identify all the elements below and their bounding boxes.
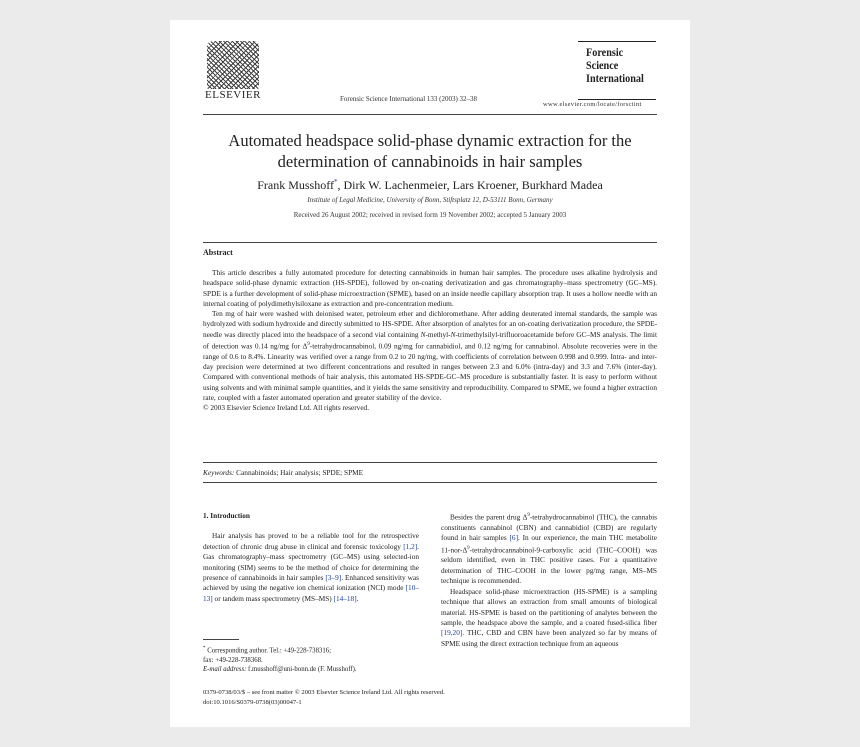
- citation-link[interactable]: [10–13]: [203, 583, 419, 603]
- footnote-rule: [203, 639, 239, 640]
- journal-citation: Forensic Science International 133 (2003) 32–38: [340, 95, 478, 103]
- abstract-paragraph: Ten mg of hair were washed with deionised water, petroleum ether and dichloromethane. After adding deuterated internal standards, the sample was hydrolyzed with sodium hydroxide and directly submitted to HS-SPDE. After absorption of analytes for an on-coating derivatization procedure, the SPDE-needle was directly placed into the headspace of a second vial containing N-methyl-N-trimethylsilyl-trifluoroacetamide before GC–MS analysis. The limit of detection was 0.14 ng/mg for $\Delta^9$-tetrahydrocannabinol, 0.09 ng/mg for cannabidiol, and 0.12 ng/mg for cannabinol. Absolute recoveries were in the range of 0.6 to 8.4%. Linearity was verified over a range from 0.2 to 20 ng/mg, with coefficients of correlation between 0.998 and 0.999. Intra- and inter-day precision were determined at two different concentrations and resulted in ranges between 2.3 and 6.0% (intra-day) and 3.3 and 7.6% (inter-day). Compared with conventional methods of hair analysis, this automated HS-SPDE-GC–MS procedure is substantially faster. It is easy to perform without using solvents and with minimal sample quantities, and it yields the same sensitivity and reproducibility. Compared to SPME, we found a higher extraction rate, coupled with a faster automated operation and greater stability of the device.: [203, 309, 658, 402]
- article-dates: Received 26 August 2002; received in revised form 19 November 2002; accepted 5 January 2003: [293, 211, 567, 219]
- left-column: [203, 511, 419, 604]
- abstract-heading: Abstract: [203, 248, 233, 257]
- abstract-top-rule: [203, 242, 657, 243]
- doi[interactable]: doi:10.1016/S0379-0738(03)00047-1: [203, 699, 302, 706]
- email-link[interactable]: f.musshoff@uni-bonn.de (F. Musshoff).: [246, 666, 357, 674]
- article-authors: Frank Musshoff*, Dirk W. Lachenmeier, Lars Kroener, Burkhard Madea: [257, 178, 603, 192]
- affiliation: Institute of Legal Medicine, University of Bonn, Stiftsplatz 12, D-53111 Bonn, Germany: [307, 196, 553, 204]
- elsevier-logo: [203, 41, 263, 101]
- body-paragraph: Besides the parent drug $\Delta^9$-tetrahydrocannabinol (THC), the cannabis constituents cannabinol (CBN) and cannabidiol (CBD) are regularly found in hair samples [6]. In our experience, the main THC metabolite $11-nor-\Delta^9-tetrahydrocannabinol-9$-carboxylic acid (THC–COOH) was seldom identified, even in THC positive cases. For a quantitative determination of THC–COOH in the lower pg/mg range, MS–MS technique is recommended.: [441, 512, 658, 586]
- journal-url[interactable]: www.elsevier.com/locate/forsciint: [543, 101, 642, 108]
- front-matter-info: 0379-0738/03/$ – see front matter © 2003 Elsevier Science Ireland Ltd. All rights reserved. doi:10.1016/S0379-0738(03)00047-1: [203, 688, 663, 708]
- paper-page: [170, 20, 690, 727]
- body-paragraph: Hair analysis has proved to be a reliable tool for the retrospective detection of chronic drug abuse in clinical and forensic toxicology [1,2]. Gas chromatography–mass spectrometry (GC–MS) using selected-ion monitoring (SIM) seems to be the method of choice for determining the presence of cannabinoids in hair samples [3–9]. Enhanced sensitivity was achieved by using the negative ion chemical ionization (NCI) mode [10–13] or tandem mass spectrometry (MS–MS) [14–18].: [203, 531, 419, 603]
- abstract-paragraph: This article describes a fully automated procedure for detecting cannabinoids in human hair samples. The procedure uses alkaline hydrolysis and headspace solid-phase dynamic extraction (HS-SPDE), followed by on-coating derivatization and gas chromatography–mass spectrometry (GC–MS). SPDE is a further development of solid-phase microextraction (SPME), based on an inside needle capillary absorption trap. It uses a hollow needle with an internal coating of polydimethylsiloxane as extraction and pre-concentration medium.: [203, 268, 657, 308]
- citation-link[interactable]: [3–9]: [325, 573, 342, 583]
- keywords-top-rule: [203, 462, 657, 463]
- right-column: [441, 511, 657, 649]
- corresponding-author-link[interactable]: *: [334, 178, 338, 186]
- abstract-copyright: © 2003 Elsevier Science Ireland Ltd. All rights reserved.: [203, 403, 370, 413]
- keywords-bottom-rule: [203, 482, 657, 483]
- article-title: Automated headspace solid-phase dynamic extraction for the determination of cannabinoids in hair samples: [228, 131, 632, 171]
- journal-logo-text: Forensic Science International: [586, 45, 644, 85]
- citation-link[interactable]: [14–18]: [333, 593, 357, 603]
- citation-link[interactable]: [1,2]: [403, 541, 418, 551]
- journal-logo: [578, 41, 656, 100]
- header-rule: [203, 114, 657, 115]
- section-heading: 1. Introduction: [203, 511, 250, 520]
- publisher-name: ELSEVIER: [205, 89, 261, 101]
- body-paragraph: Headspace solid-phase microextraction (HS-SPME) is a sampling technique that allows an extraction from small amounts of biological material. HS-SPME is based on the partitioning of analytes between the sample, the headspace above the sample, and a coated fused-silica fiber [19,20]. THC, CBD and CBN have been analyzed so far by means of SPME using the direct extraction technique from an aqueous: [441, 586, 657, 648]
- elsevier-tree-icon: [207, 41, 259, 89]
- citation-link[interactable]: [19,20]: [441, 628, 463, 638]
- keywords: Keywords: Cannabinoids; Hair analysis; SPDE; SPME: [203, 468, 364, 477]
- citation-link[interactable]: [6]: [509, 533, 519, 543]
- abstract-body: [203, 268, 657, 414]
- footnote: * Corresponding author. Tel.: +49-228-738316; fax: +49-228-738368. E-mail address: f.musshoff@uni-bonn.de (F. Musshoff).: [203, 646, 357, 674]
